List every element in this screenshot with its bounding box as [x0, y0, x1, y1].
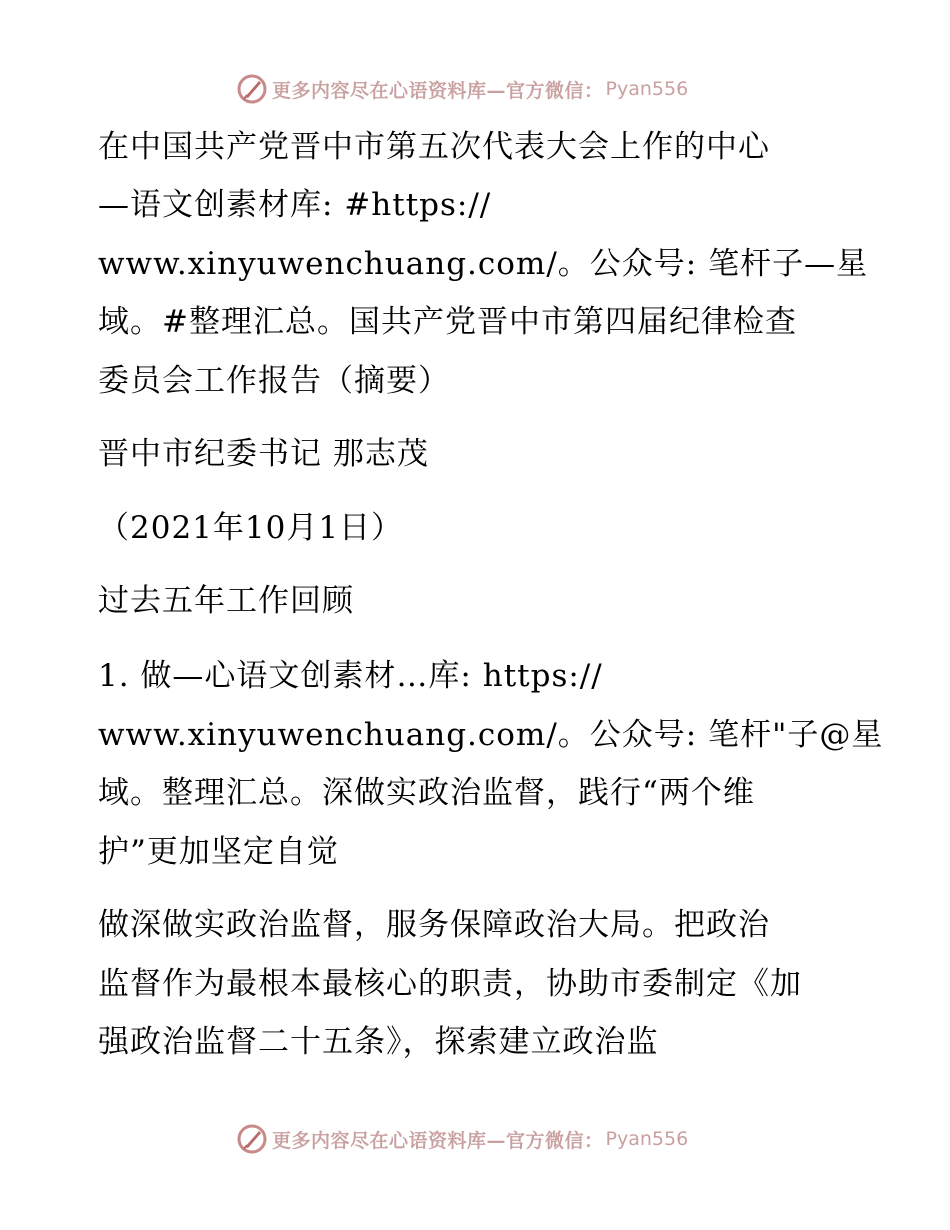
text-line-9: 1. 做—心语文创素材…库: https:// [98, 658, 603, 694]
watermark-id: Pyan556 [605, 1128, 689, 1150]
date-line: （2021年10月1日） [98, 510, 404, 546]
watermark-banner-top [236, 72, 688, 106]
text-line-3: www.xinyuwenchuang.com/。公众号: 笔杆子—星 [98, 246, 869, 282]
text-line-15: 强政治监督二十五条》，探索建立政治监 [98, 1024, 659, 1060]
watermark-text: 更多内容尽在心语资料库—官方微信： [272, 1129, 604, 1152]
quill-logo-icon [236, 73, 268, 105]
text-line-4: 域。#整理汇总。国共产党晋中市第四届纪律检查 [98, 304, 797, 340]
text-line-14: 监督作为最根本最核心的职责，协助市委制定《加 [98, 966, 802, 1002]
section-heading: 过去五年工作回顾 [98, 583, 354, 619]
watermark-banner-bottom [236, 1122, 688, 1156]
text-line-13: 做深做实政治监督，服务保障政治大局。把政治 [98, 907, 770, 943]
quill-logo-icon [236, 1123, 268, 1155]
author-line: 晋中市纪委书记 那志茂 [98, 436, 429, 472]
text-line-2: —语文创素材库: #https:// [98, 187, 492, 223]
text-line-1: 在中国共产党晋中市第五次代表大会上作的中心 [98, 129, 770, 165]
watermark-id: Pyan556 [605, 78, 689, 100]
text-line-11: 域。整理汇总。深做实政治监督，践行“两个维 [98, 775, 755, 811]
text-line-12: 护”更加坚定自觉 [98, 834, 339, 870]
text-line-10: www.xinyuwenchuang.com/。公众号: 笔杆"子@星 [98, 717, 884, 753]
watermark-text: 更多内容尽在心语资料库—官方微信： [272, 79, 604, 102]
text-line-5: 委员会工作报告（摘要） [98, 363, 450, 399]
